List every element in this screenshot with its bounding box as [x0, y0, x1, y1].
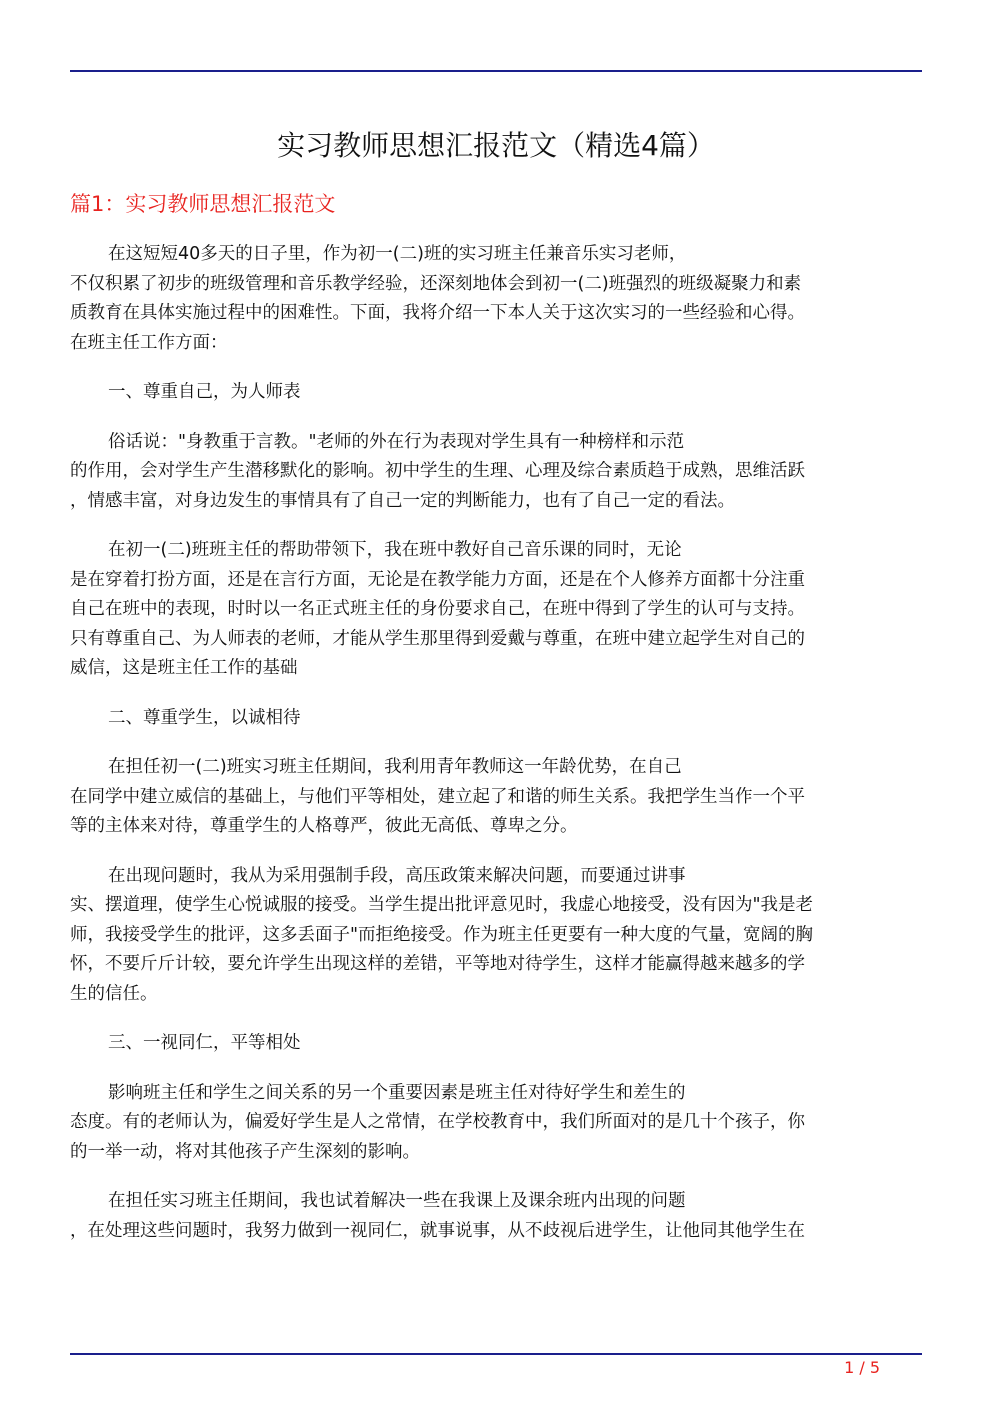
section-heading: 篇1：实习教师思想汇报范文	[70, 192, 336, 216]
paragraph-line: 在担任初一(二)班实习班主任期间，我利用青年教师这一年龄优势，在自己	[108, 757, 682, 777]
paragraph-line: 在这短短40多天的日子里，作为初一(二)班的实习班主任兼音乐实习老师，	[108, 244, 687, 264]
header-rule	[70, 70, 922, 72]
paragraph-line: 不仅积累了初步的班级管理和音乐教学经验，还深刻地体会到初一(二)班强烈的班级凝聚力和素	[70, 273, 802, 294]
body-paragraph	[70, 536, 922, 684]
section-subheading: 一、尊重自己，为人师表	[108, 382, 301, 402]
document-title: 实习教师思想汇报范文（精选4篇）	[277, 129, 715, 162]
paragraph-line: 质教育在具体实施过程中的困难性。下面，我将介绍一下本人关于这次实习的一些经验和心得。	[70, 303, 805, 323]
footer-rule	[70, 1353, 922, 1355]
paragraph-line: 怀，不要斤斤计较，要允许学生出现这样的差错，平等地对待学生，这样才能赢得越来越多的学	[70, 954, 805, 974]
paragraph-line: 影响班主任和学生之间关系的另一个重要因素是班主任对待好学生和差生的	[108, 1082, 686, 1103]
paragraph-line: 自己在班中的表现，时时以一名正式班主任的身份要求自己，在班中得到了学生的认可与支持。	[70, 599, 805, 619]
paragraph-line: 只有尊重自己、为人师表的老师，才能从学生那里得到爱戴与尊重，在班中建立起学生对自己的	[70, 628, 805, 649]
body-paragraph	[70, 1187, 922, 1246]
paragraph-line: ，情感丰富，对身边发生的事情具有了自己一定的判断能力，也有了自己一定的看法。	[70, 490, 735, 511]
body-paragraph	[70, 428, 922, 517]
paragraph-line: 态度。有的老师认为，偏爱好学生是人之常情，在学校教育中，我们所面对的是几十个孩子，你	[70, 1112, 805, 1132]
body-paragraph	[70, 753, 922, 842]
paragraph-line: 在初一(二)班班主任的帮助带领下，我在班中教好自己音乐课的同时，无论	[108, 540, 682, 560]
paragraph-line: 在班主任工作方面：	[70, 332, 228, 353]
document-body	[70, 240, 922, 1266]
paragraph-line: 在同学中建立威信的基础上，与他们平等相处，建立起了和谐的师生关系。我把学生当作一个平	[70, 786, 805, 807]
body-paragraph	[70, 240, 922, 358]
paragraph-line: 在担任实习班主任期间，我也试着解决一些在我课上及课余班内出现的问题	[108, 1191, 686, 1211]
paragraph-line: 生的信任。	[70, 983, 158, 1004]
section-subheading: 二、尊重学生，以诚相待	[108, 707, 301, 728]
paragraph-line: 师，我接受学生的批评，这多丢面子"而拒绝接受。作为班主任更要有一种大度的气量，宽阔的胸	[70, 924, 814, 945]
paragraph-line: 的作用，会对学生产生潜移默化的影响。初中学生的生理、心理及综合素质趋于成熟，思维活跃	[70, 461, 805, 481]
paragraph-line: 的一举一动，将对其他孩子产生深刻的影响。	[70, 1141, 420, 1162]
section-subheading: 三、一视同仁，平等相处	[108, 1033, 301, 1053]
paragraph-line: 实、摆道理，使学生心悦诚服的接受。当学生提出批评意见时，我虚心地接受，没有因为"我是老	[70, 895, 814, 915]
body-paragraph	[70, 862, 922, 1010]
page-number: 1 / 5	[844, 1358, 880, 1377]
paragraph-line: 俗话说："身教重于言教。"老师的外在行为表现对学生具有一种榜样和示范	[108, 431, 685, 452]
paragraph-line: 等的主体来对待，尊重学生的人格尊严，彼此无高低、尊卑之分。	[70, 816, 578, 836]
paragraph-line: 在出现问题时，我从为采用强制手段，高压政策来解决问题，而要通过讲事	[108, 865, 686, 886]
paragraph-line: 是在穿着打扮方面，还是在言行方面，无论是在教学能力方面，还是在个人修养方面都十分注重	[70, 569, 805, 590]
paragraph-line: 威信，这是班主任工作的基础	[70, 658, 298, 678]
body-paragraph	[70, 1079, 922, 1168]
paragraph-line: ，在处理这些问题时，我努力做到一视同仁，就事说事，从不歧视后进学生，让他同其他学生在	[70, 1220, 805, 1241]
